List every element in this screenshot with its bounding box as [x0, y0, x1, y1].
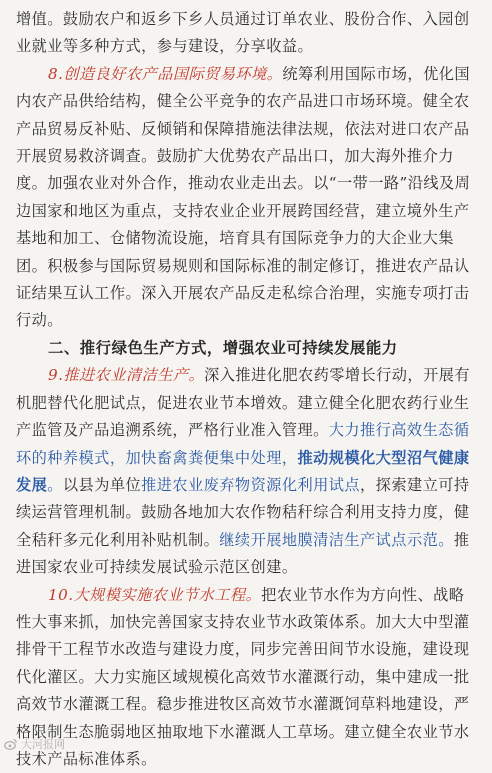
source-watermark — [4, 736, 65, 752]
item9-blue4: 继续开展地膜清洁生产试点示范。 — [219, 530, 454, 549]
item9-body3: ，探索建立可持续运营管理机制。鼓励各地加大农作物秸秆综合利用支持力度，健全秸秆多元化利用补贴机制。 — [16, 475, 470, 549]
item9-body4: 推进国家农业可持续发展试验示范区创建。 — [16, 530, 470, 577]
watermark-text: 大河报网 — [21, 738, 65, 751]
item10-body: 把农业节水作为方向性、战略性大事来抓，加快完善国家支持农业节水政策体系。加大大中型灌排骨干工程节水改造与建设力度，同步完善田间节水设施，建设现代化灌区。大力实施区域规模化高效节水灌溉行动，集中建成一批高效节水灌溉工程。稳步推进牧区高效节水灌溉饲草料地建设，严格限制生态脆弱地区抽取地下水灌溉人工草场。建立健全农业节水技术产品标准体系。 — [16, 585, 470, 768]
weibo-icon — [4, 737, 18, 751]
item9-body2: 以县为单位 — [62, 475, 142, 494]
item8-paragraph — [16, 61, 476, 335]
item9-body1: 深入推进化肥农药零增长行动，开展有机肥替代化肥试点，促进农业节本增效。建立健全化肥农药行业生产监管及产品追溯系统，严格行业准入管理。 — [16, 366, 470, 440]
intro-paragraph — [16, 6, 476, 61]
item8-title: 8.创造良好农产品国际贸易环境。 — [48, 64, 283, 83]
intro-text: 增值。鼓励农户和返乡下乡人员通过订单农业、股份合作、入园创业就业等多种方式，参与建设，分享收益。 — [16, 10, 470, 56]
item10-title: 10.大规模实施农业节水工程。 — [48, 585, 262, 604]
item9-blue-bold: 推动规模化大型沼气健康发展 — [16, 448, 470, 494]
item9-blue1: 大力推行高效生态循环的种养模式，加快畜禽粪便集中处理， — [16, 421, 470, 467]
item9-paragraph — [16, 362, 476, 581]
item9-blue3: 推进农业废弃物资源化利用试点 — [141, 475, 361, 494]
item8-body: 统筹利用国际市场，优化国内农产品供给结构，健全公平竞争的农产品进口市场环境。健全农产品贸易反补贴、反倾销和保障措施法律法规，依法对进口农产品开展贸易救济调查。鼓励扩大优势农产品出口，加大海外推介力度。加强农业对外合作，推动农业走出去。以“一带一路”沿线及周边国家和地区为重点，支持农业企业开展跨国经营，建立境外生产基地和加工、仓储物流设施，培育具有国际竞争力的大企业大集团。积极参与国际贸易规则和国际标准的制定修订，推进农产品认证结果互认工作。深入开展农产品反走私综合治理，实施专项打击行动。 — [16, 64, 471, 330]
item10-paragraph — [16, 582, 476, 773]
section2-heading: 二、推行绿色生产方式，增强农业可持续发展能力 — [48, 338, 398, 357]
item9-title: 9.推进农业清洁生产。 — [48, 366, 205, 385]
item9-blue2: 。 — [47, 475, 63, 494]
